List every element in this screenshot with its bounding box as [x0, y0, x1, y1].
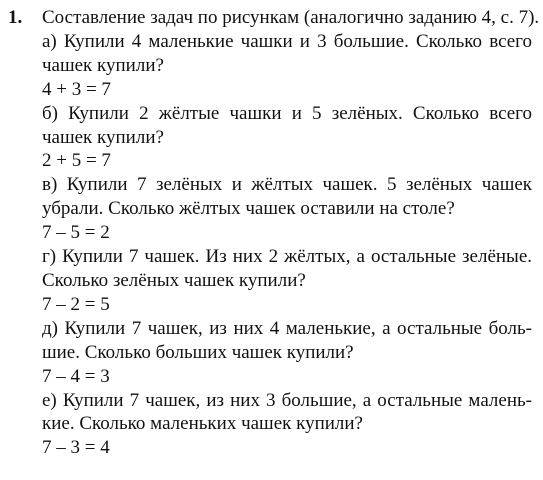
problem-b [42, 102, 532, 174]
problem-e-line-1: д) Купили 7 чашек, из них 4 маленькие, а остальные боль- [42, 317, 532, 339]
problem-c-answer: 7 – 5 = 2 [42, 222, 110, 244]
problem-b-line-1: б) Купили 2 жёлтые чашки и 5 зелёных. Сколько всего [42, 102, 532, 124]
problem-d-line-1: г) Купили 7 чашек. Из них 2 жёлтых, а остальные зелёные. [42, 246, 532, 268]
problem-e-answer: 7 – 4 = 3 [42, 365, 110, 387]
task-number: 1. [8, 7, 23, 28]
problem-c-line-2: убрали. Сколько жёлтых чашек оставили на столе? [42, 198, 455, 220]
problem-d-line-2: Сколько зелёных чашек купили? [42, 269, 306, 291]
problem-c-line-1: в) Купили 7 зелёных и жёлтых чашек. 5 зелёных чашек [42, 174, 532, 196]
problem-a-line-1: а) Купили 4 маленькие чашки и 3 большие. Сколько всего [42, 30, 532, 52]
problem-a-line-2: чашек купили? [42, 54, 164, 76]
problem-e-line-2: шие. Сколько больших чашек купили? [42, 341, 354, 363]
problem-a-answer: 4 + 3 = 7 [42, 78, 111, 100]
problem-e [42, 317, 532, 389]
problem-d [42, 245, 532, 317]
problem-b-answer: 2 + 5 = 7 [42, 150, 111, 172]
problem-f-line-1: е) Купили 7 чашек, из них 3 большие, а остальные малень- [42, 389, 532, 411]
problem-f-answer: 7 – 3 = 4 [42, 437, 110, 459]
problem-d-answer: 7 – 2 = 5 [42, 293, 110, 315]
problem-b-line-2: чашек купили? [42, 126, 164, 148]
problem-a [42, 30, 532, 102]
problem-f [42, 389, 532, 461]
task-title: Составление задач по рисункам (аналогично заданию 4, с. 7). [42, 7, 540, 28]
task-content [42, 6, 540, 460]
problem-c [42, 173, 532, 245]
problem-f-line-2: кие. Сколько маленьких чашек купили? [42, 413, 363, 435]
